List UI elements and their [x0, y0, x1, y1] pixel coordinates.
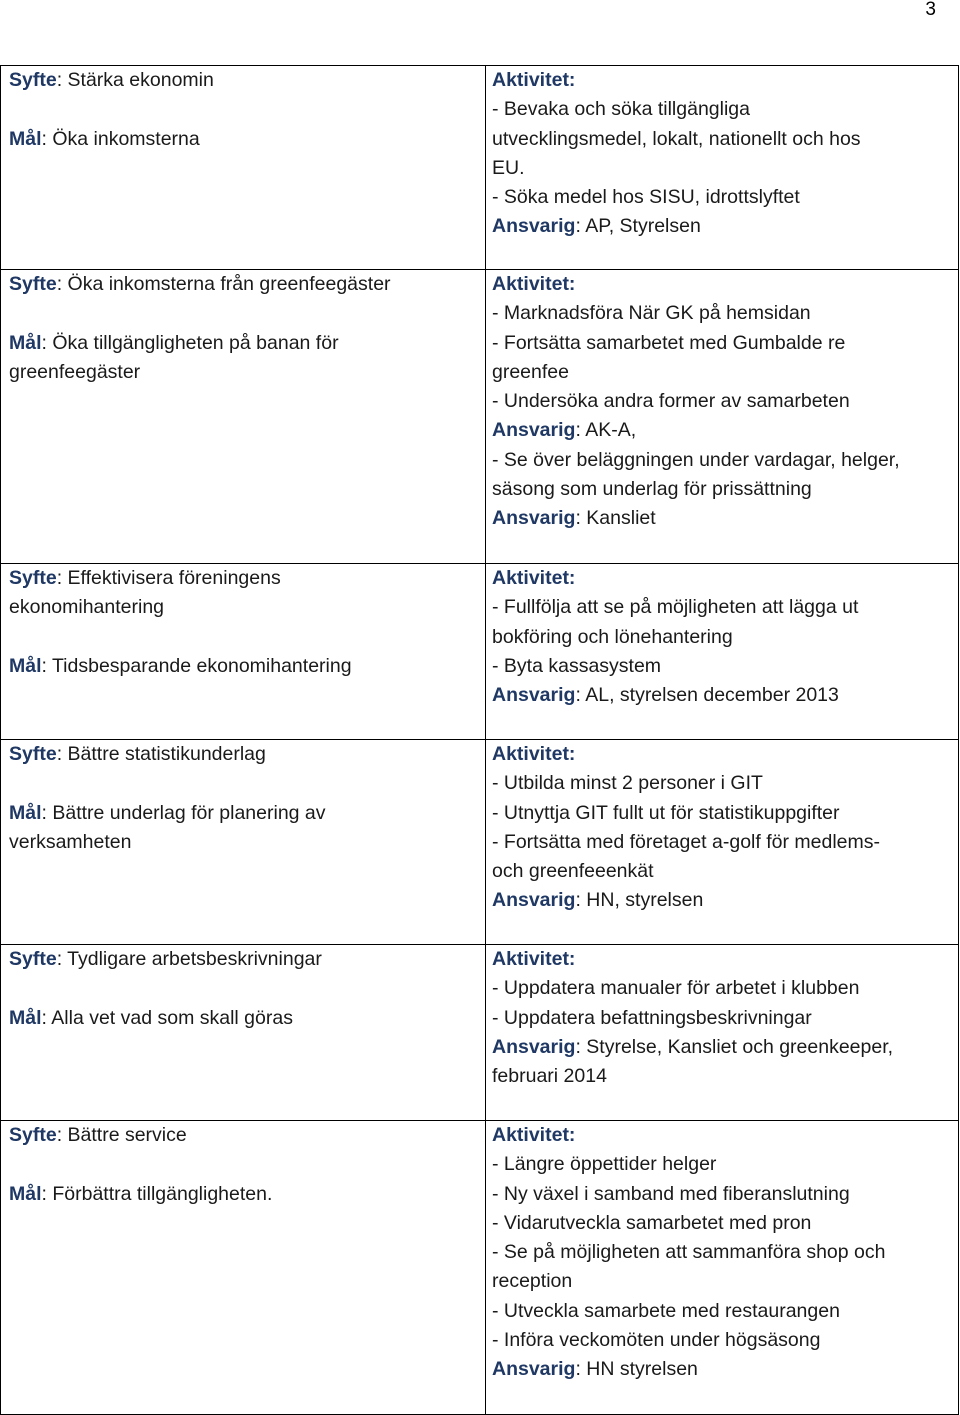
mal-line: Mål: Öka inkomsterna: [9, 127, 200, 150]
ansvarig-line: Ansvarig: AL, styrelsen december 2013: [492, 684, 839, 707]
mal-line-cont: verksamheten: [9, 830, 132, 853]
activity-line: - Fortsätta med företaget a-golf för medlems-: [492, 830, 880, 853]
activity-line: - Införa veckomöten under högsäsong: [492, 1329, 821, 1352]
ansvarig-line: Ansvarig: HN, styrelsen: [492, 889, 704, 912]
goals-activities-table: [0, 65, 959, 1415]
ansvarig-line: Ansvarig: HN styrelsen: [492, 1358, 698, 1381]
activity-line: säsong som underlag för prissättning: [492, 478, 812, 501]
syfte-line: Syfte: Effektivisera föreningens: [9, 567, 281, 589]
activity-line: - Marknadsföra När GK på hemsidan: [492, 302, 811, 325]
mal-line: Mål: Tidsbesparande ekonomihantering: [9, 654, 352, 677]
activity-line: - Utveckla samarbete med restaurangen: [492, 1299, 840, 1322]
table-row: [1, 945, 959, 1121]
activity-line: - Se över beläggningen under vardagar, helger,: [492, 448, 900, 471]
activity-line: utvecklingsmedel, lokalt, nationellt och hos: [492, 127, 861, 150]
activity-line: - Byta kassasystem: [492, 654, 662, 677]
activity-cell: [486, 1121, 959, 1415]
activity-line: greenfee: [492, 360, 569, 383]
syfte-line: Syfte: Öka inkomsterna från greenfeegäster: [9, 273, 391, 295]
ansvarig-line-cont: februari 2014: [492, 1065, 607, 1088]
aktivitet-label: Aktivitet:: [492, 273, 576, 295]
syfte-line: Syfte: Stärka ekonomin: [9, 69, 214, 91]
goal-cell: [1, 564, 486, 740]
goal-cell: [1, 270, 486, 564]
syfte-line-cont: ekonomihantering: [9, 596, 165, 619]
syfte-line: Syfte: Bättre statistikunderlag: [9, 743, 266, 765]
activity-line: - Fullfölja att se på möjligheten att lägga ut: [492, 596, 859, 619]
table-row: [1, 1121, 959, 1415]
activity-line: - Utnyttja GIT fullt ut för statistikuppgifter: [492, 801, 840, 824]
activity-cell: [486, 66, 959, 270]
activity-line: - Utbilda minst 2 personer i GIT: [492, 772, 763, 795]
aktivitet-label: Aktivitet:: [492, 1124, 576, 1146]
mal-line: Mål: Öka tillgängligheten på banan för: [9, 331, 339, 354]
activity-line: - Fortsätta samarbetet med Gumbalde re: [492, 331, 846, 354]
table-row: [1, 740, 959, 945]
activity-cell: [486, 564, 959, 740]
syfte-line: Syfte: Tydligare arbetsbeskrivningar: [9, 948, 322, 970]
activity-line: - Bevaka och söka tillgängliga: [492, 98, 750, 121]
activity-cell: [486, 740, 959, 945]
mal-line: Mål: Bättre underlag för planering av: [9, 801, 326, 824]
mal-line: Mål: Förbättra tillgängligheten.: [9, 1182, 273, 1205]
aktivitet-label: Aktivitet:: [492, 743, 576, 765]
goal-cell: [1, 1121, 486, 1415]
ansvarig-line: Ansvarig: AK-A,: [492, 419, 637, 442]
activity-line: - Undersöka andra former av samarbeten: [492, 390, 850, 413]
activity-line: EU.: [492, 156, 525, 179]
ansvarig-line: Ansvarig: Kansliet: [492, 507, 656, 530]
aktivitet-label: Aktivitet:: [492, 948, 576, 970]
activity-cell: [486, 270, 959, 564]
activity-line: bokföring och lönehantering: [492, 625, 733, 648]
ansvarig-line: Ansvarig: Styrelse, Kansliet och greenkeeper,: [492, 1035, 894, 1058]
activity-line: reception: [492, 1270, 573, 1293]
goal-cell: [1, 66, 486, 270]
table-row: [1, 564, 959, 740]
activity-line: - Uppdatera manualer för arbetet i klubben: [492, 977, 860, 1000]
mal-line-cont: greenfeegäster: [9, 360, 141, 383]
ansvarig-line: Ansvarig: AP, Styrelsen: [492, 215, 701, 238]
activity-line: - Uppdatera befattningsbeskrivningar: [492, 1006, 812, 1029]
activity-line: - Ny växel i samband med fiberanslutning: [492, 1182, 850, 1205]
table-row: [1, 66, 959, 270]
page-number: 3: [925, 0, 936, 20]
activity-cell: [486, 945, 959, 1121]
goal-cell: [1, 740, 486, 945]
activity-line: - Söka medel hos SISU, idrottslyftet: [492, 186, 800, 209]
table-row: [1, 270, 959, 564]
activity-line: - Vidarutveckla samarbetet med pron: [492, 1211, 812, 1234]
aktivitet-label: Aktivitet:: [492, 567, 576, 589]
aktivitet-label: Aktivitet:: [492, 69, 576, 91]
syfte-line: Syfte: Bättre service: [9, 1124, 187, 1146]
mal-line: Mål: Alla vet vad som skall göras: [9, 1006, 293, 1029]
goal-cell: [1, 945, 486, 1121]
activity-line: och greenfeeenkät: [492, 860, 654, 883]
activity-line: - Se på möjligheten att sammanföra shop och: [492, 1241, 886, 1264]
activity-line: - Längre öppettider helger: [492, 1153, 717, 1176]
